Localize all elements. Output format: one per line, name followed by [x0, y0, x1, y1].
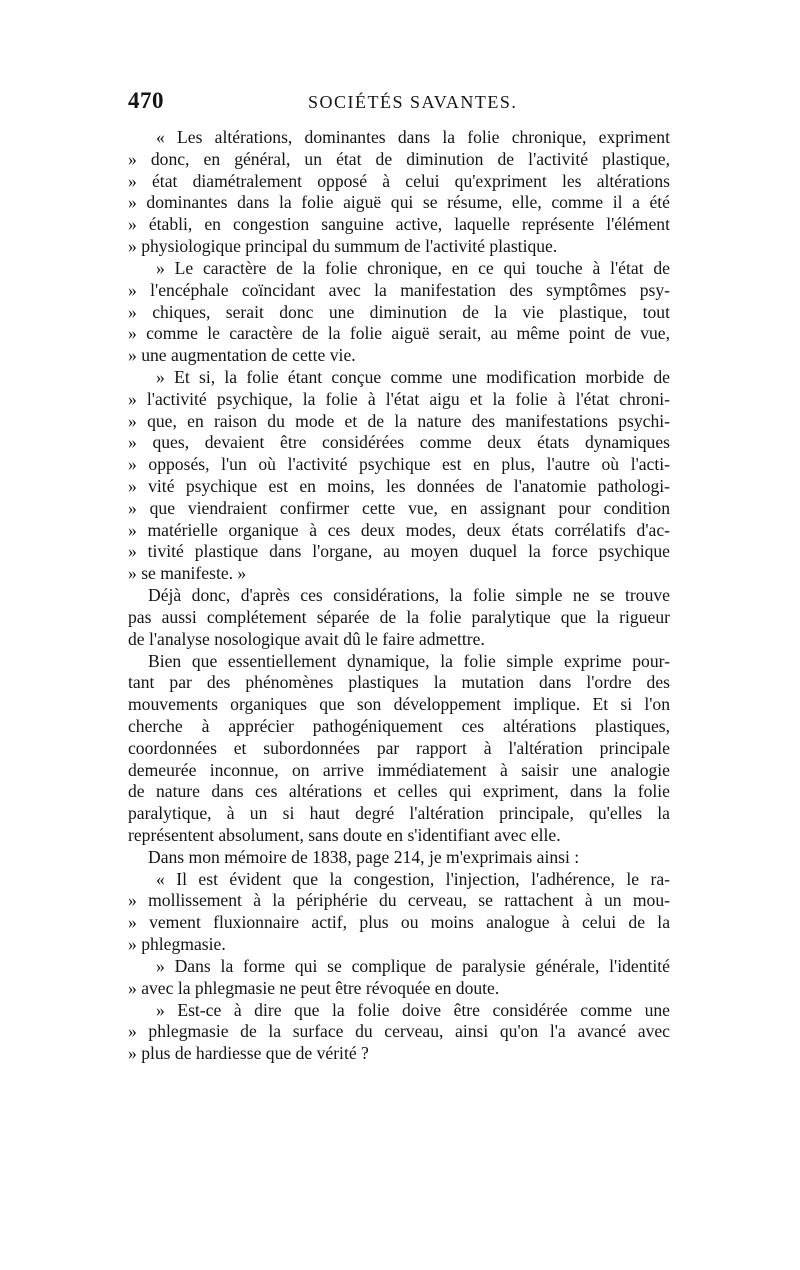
text-line: représentent absolument, sans doute en s'identifiant avec elle. — [128, 825, 561, 845]
text-line: » dominantes dans la folie aiguë qui se résume, elle, comme il a été — [128, 192, 670, 213]
text-line: mouvements organiques que son développement implique. Et si l'on — [128, 694, 670, 715]
text-line: » état diamétralement opposé à celui qu'expriment les altérations — [128, 170, 670, 191]
page-header — [128, 88, 668, 118]
text-line: » que, en raison du mode et de la nature des manifestations psychi- — [128, 410, 670, 431]
text-line: » avec la phlegmasie ne peut être révoquée en doute. — [128, 977, 500, 998]
text-line: » Et si, la folie étant conçue comme une modification morbide de — [156, 366, 670, 387]
text-line: » physiologique principal du summum de l'activité plastique. — [128, 236, 558, 257]
text-line: » donc, en général, un état de diminution de l'activité plastique, — [128, 148, 670, 169]
text-line: » comme le caractère de la folie aiguë serait, au même point de vue, — [128, 323, 670, 344]
text-line: » ques, devaient être considérées comme deux états dynamiques — [128, 432, 670, 453]
body-text — [128, 127, 670, 1065]
text-line: de nature dans ces altérations et celles qui expriment, dans la folie — [128, 781, 670, 802]
text-line: cherche à apprécier pathogéniquement ces altérations plastiques, — [128, 715, 670, 736]
text-line: « Les altérations, dominantes dans la folie chronique, expriment — [156, 127, 670, 147]
text-line: » établi, en congestion sanguine active, laquelle représente l'élément — [128, 214, 670, 235]
text-line: Bien que essentiellement dynamique, la folie simple exprime pour- — [148, 650, 670, 671]
text-line: » opposés, l'un où l'activité psychique est en plus, l'autre où l'acti- — [128, 454, 670, 475]
text-line: de l'analyse nosologique avait dû le faire admettre. — [128, 628, 485, 649]
text-line: » chiques, serait donc une diminution de la vie plastique, tout — [128, 301, 670, 322]
text-line: tant par des phénomènes plastiques la mutation dans l'ordre des — [128, 672, 670, 693]
text-line: demeurée inconnue, on arrive immédiatement à saisir une analogie — [128, 759, 670, 780]
running-head: SOCIÉTÉS SAVANTES. — [308, 92, 518, 112]
text-line: » matérielle organique à ces deux modes, deux états corrélatifs d'ac- — [128, 519, 670, 540]
text-line: » Dans la forme qui se complique de paralysie générale, l'identité — [156, 955, 670, 976]
page-number: 470 — [128, 88, 164, 113]
text-line: Déjà donc, d'après ces considérations, la folie simple ne se trouve — [148, 585, 670, 606]
text-line: coordonnées et subordonnées par rapport à l'altération principale — [128, 737, 670, 758]
text-line: » plus de hardiesse que de vérité ? — [128, 1043, 369, 1064]
text-line: » vité psychique est en moins, les données de l'anatomie pathologi- — [128, 476, 670, 496]
text-line: » Est-ce à dire que la folie doive être considérée comme une — [156, 999, 670, 1020]
text-line: » que viendraient confirmer cette vue, en assignant pour condition — [128, 497, 670, 518]
text-line: » mollissement à la périphérie du cerveau, se rattachent à un mou- — [128, 890, 670, 911]
text-line: » une augmentation de cette vie. — [128, 345, 356, 366]
text-line: pas aussi complétement séparée de la folie paralytique que la rigueur — [128, 606, 670, 627]
text-line: » se manifeste. » — [128, 563, 247, 584]
text-line: » vement fluxionnaire actif, plus ou moins analogue à celui de la — [128, 912, 670, 933]
text-line: » l'encéphale coïncidant avec la manifestation des symptômes psy- — [128, 279, 670, 300]
text-line: » phlegmasie de la surface du cerveau, ainsi qu'on l'a avancé avec — [128, 1021, 670, 1042]
text-line: » phlegmasie. — [128, 934, 226, 955]
text-line: Dans mon mémoire de 1838, page 214, je m'exprimais ainsi : — [148, 846, 580, 867]
text-line: » l'activité psychique, la folie à l'état aigu et la folie à l'état chroni- — [128, 388, 670, 409]
text-line: » Le caractère de la folie chronique, en ce qui touche à l'état de — [156, 257, 670, 278]
text-line: « Il est évident que la congestion, l'injection, l'adhérence, le ra- — [156, 868, 670, 889]
text-line: » tivité plastique dans l'organe, au moyen duquel la force psychique — [128, 541, 670, 562]
text-line: paralytique, à un si haut degré l'altération principale, qu'elles la — [128, 803, 670, 824]
